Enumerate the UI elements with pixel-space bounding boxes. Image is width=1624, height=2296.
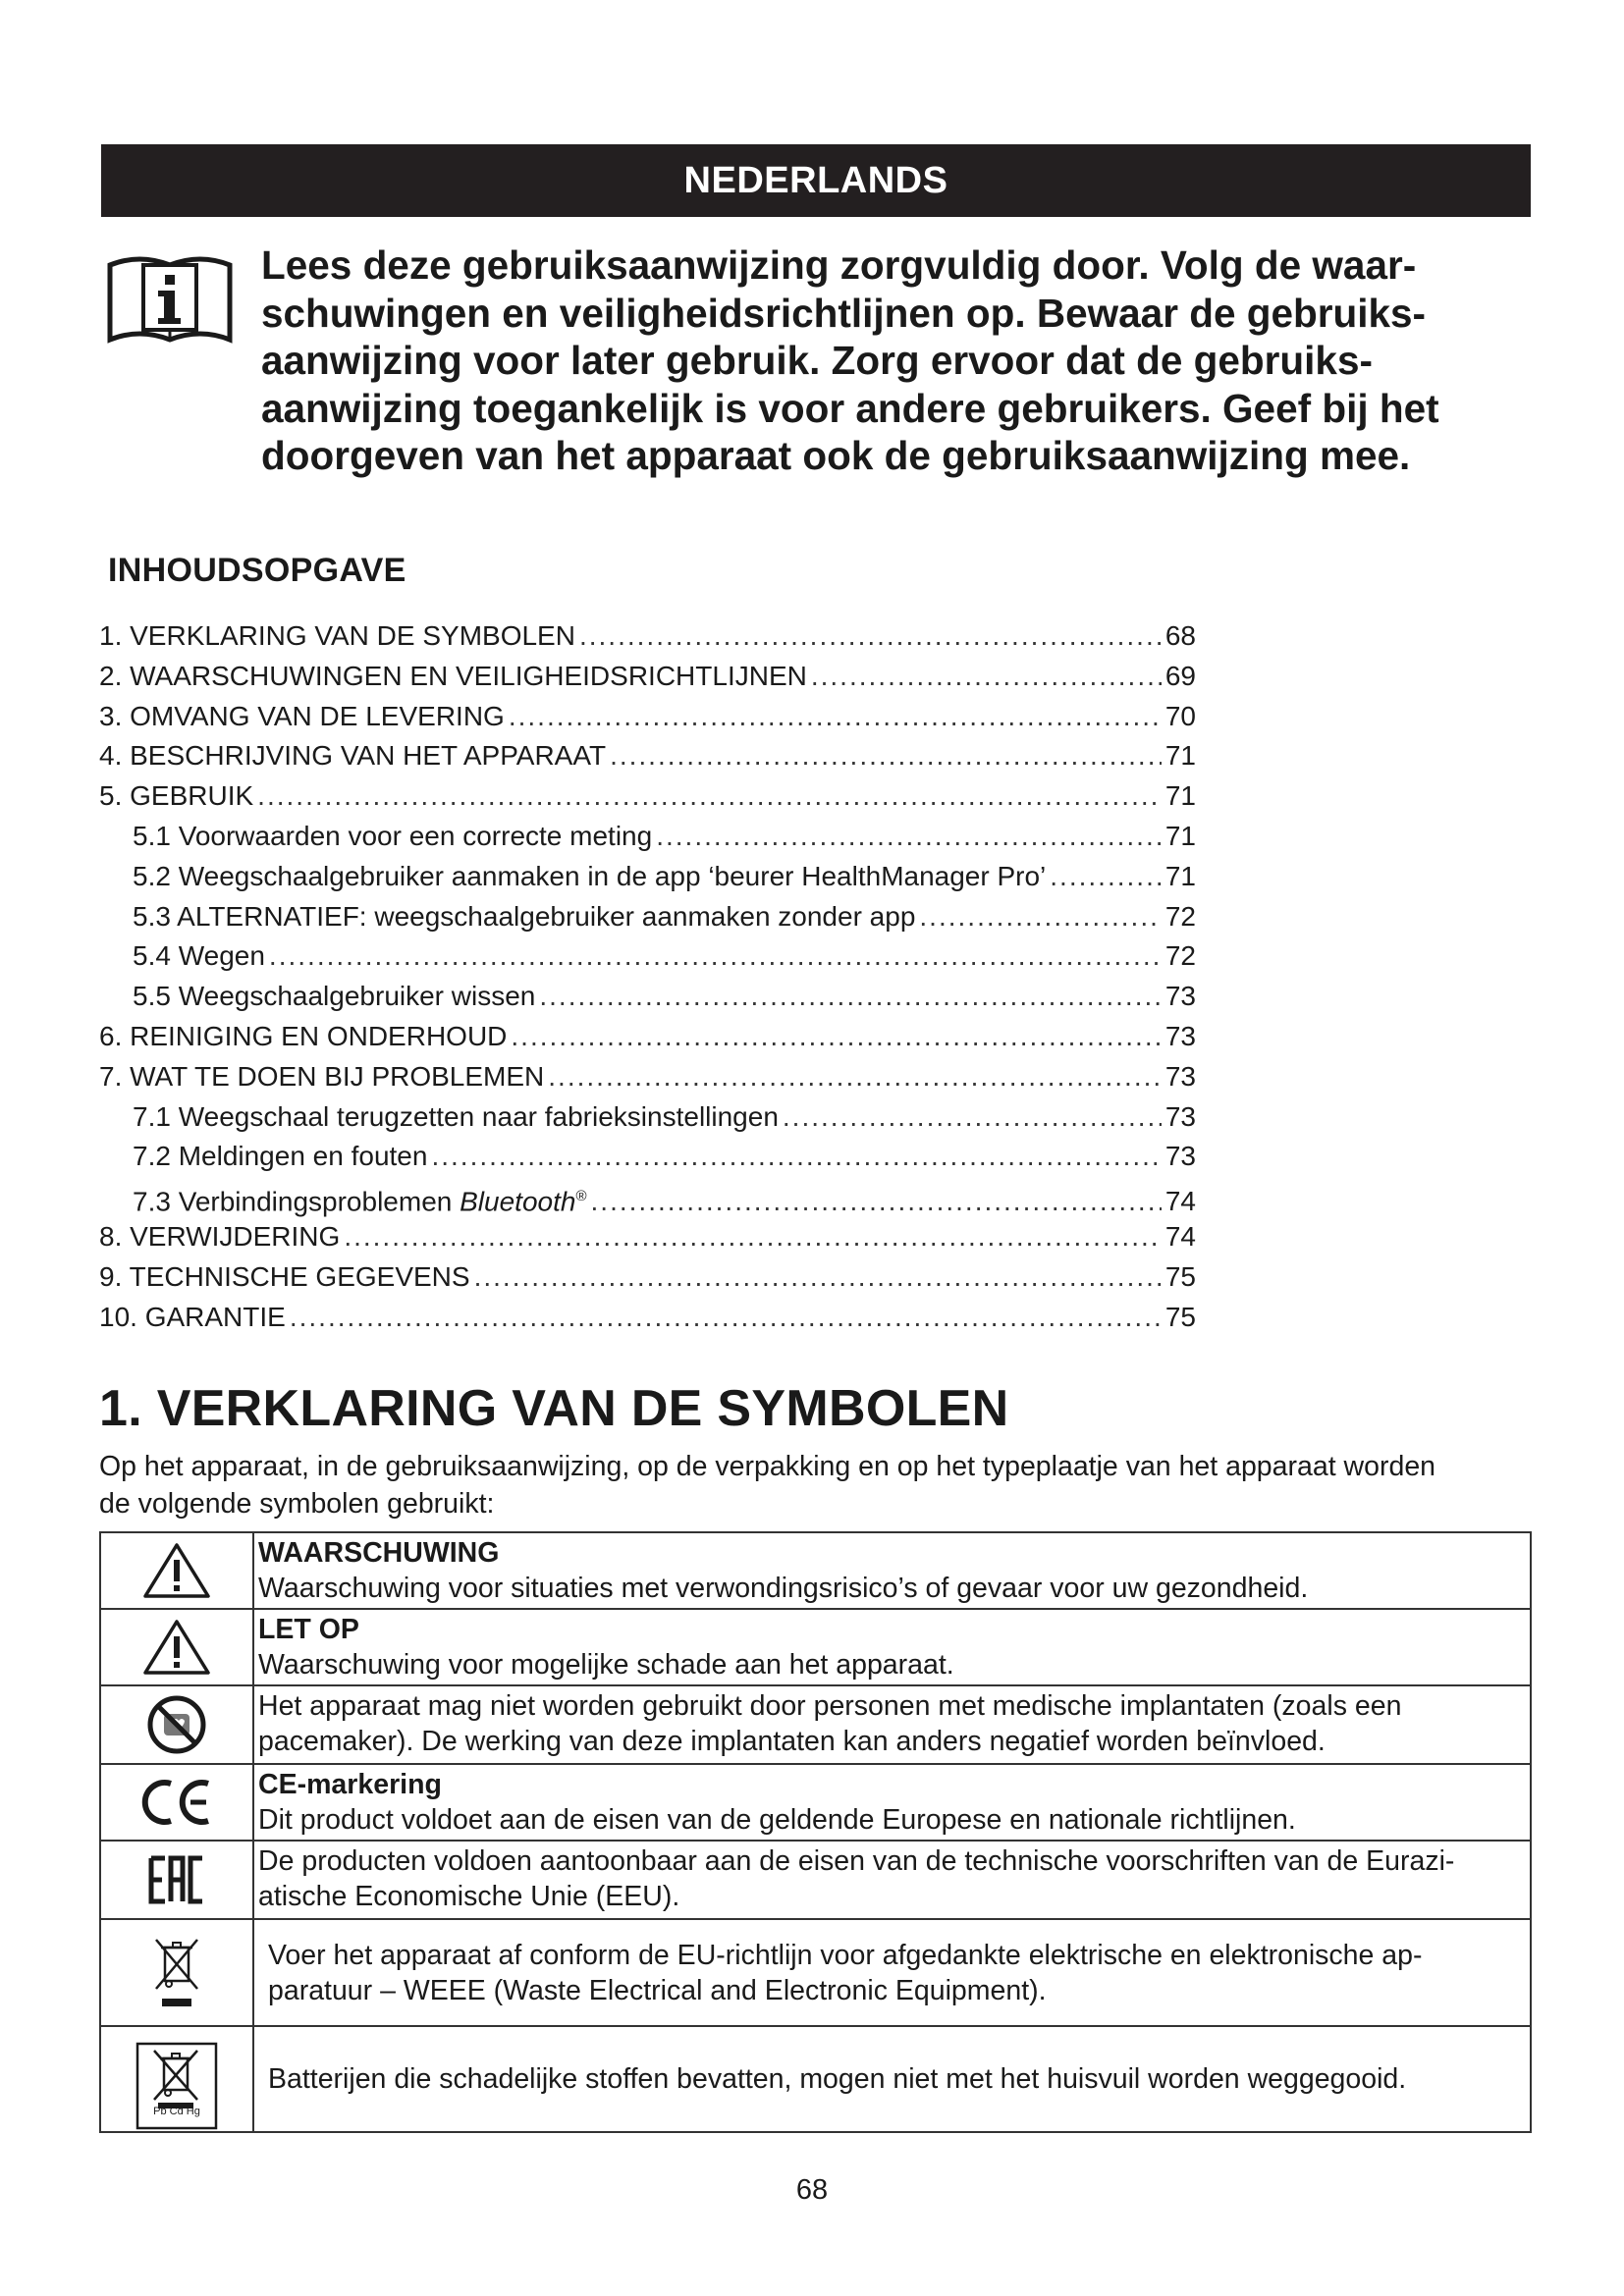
toc-page: 73 xyxy=(1164,1141,1196,1172)
language-header: NEDERLANDS xyxy=(101,144,1531,217)
toc-leader xyxy=(344,1217,1162,1257)
toc-leader xyxy=(474,1257,1162,1298)
toc-subitem[interactable] xyxy=(99,1137,1196,1177)
warning-triangle-icon xyxy=(142,1542,211,1599)
symbol-row xyxy=(100,1685,1531,1764)
symbol-row xyxy=(100,1609,1531,1685)
symbol-description xyxy=(253,1532,1531,1609)
intro-line: aanwijzing voor later gebruik. Zorg ervoor dat de gebruiks- xyxy=(261,338,1373,383)
symbol-text: pacemaker). De werking van deze implantaten kan anders negatief worden beïnvloed. xyxy=(258,1726,1326,1757)
toc-page: 70 xyxy=(1164,700,1196,731)
symbol-icon-cell xyxy=(100,2026,253,2132)
no-pacemaker-icon xyxy=(146,1694,207,1755)
toc-subitem[interactable] xyxy=(99,977,1196,1017)
toc-label: 5.3 ALTERNATIEF: weegschaalgebruiker aanmaken zonder app xyxy=(133,900,916,932)
toc-item[interactable] xyxy=(99,736,1196,776)
intro-line: aanwijzing toegankelijk is voor andere gebruikers. Geef bij het xyxy=(261,385,1439,431)
battery-bin-icon xyxy=(135,2041,219,2131)
symbol-text: Waarschuwing voor situaties met verwondingsrisico’s of gevaar voor uw gezondheid. xyxy=(258,1573,1309,1604)
symbol-text: paratuur – WEEE (Waste Electrical and Electronic Equipment). xyxy=(268,1974,1047,2006)
symbol-text: Batterijen die schadelijke stoffen bevatten, mogen niet met het huisvuil worden weggegooid. xyxy=(268,2063,1407,2095)
toc-item[interactable] xyxy=(99,1257,1196,1298)
toc-subitem[interactable] xyxy=(99,1097,1196,1138)
toc-item[interactable] xyxy=(99,697,1196,737)
toc-subitem[interactable] xyxy=(99,817,1196,857)
battery-chemicals-label: Pb Cd Hg xyxy=(153,2106,200,2117)
toc-page: 74 xyxy=(1164,1220,1196,1252)
toc-item[interactable] xyxy=(99,616,1196,657)
toc-page: 73 xyxy=(1164,1100,1196,1132)
symbol-text: Voer het apparaat af conform de EU-richtlijn voor afgedankte elektrische en elektronische ap- xyxy=(268,1939,1423,1971)
symbol-text: atische Economische Unie (EEU). xyxy=(258,1881,680,1912)
toc-label: 9. TECHNISCHE GEGEVENS xyxy=(99,1260,470,1292)
toc-label: 5.5 Weegschaalgebruiker wissen xyxy=(133,981,536,1012)
symbol-icon-cell xyxy=(100,1685,253,1764)
bluetooth-word: Bluetooth xyxy=(460,1186,576,1217)
toc-leader xyxy=(656,817,1162,857)
symbol-icon-cell xyxy=(100,1532,253,1609)
toc-leader xyxy=(1050,857,1162,897)
toc-page: 73 xyxy=(1164,981,1196,1012)
toc-leader xyxy=(511,1017,1161,1057)
toc-label: 10. GARANTIE xyxy=(99,1301,286,1332)
toc-title: INHOUDSOPGAVE xyxy=(108,552,406,589)
toc-page: 74 xyxy=(1164,1186,1196,1217)
toc-label: 5.1 Voorwaarden voor een correcte meting xyxy=(133,820,653,851)
toc-label: 5.4 Wegen xyxy=(133,940,265,972)
symbol-row xyxy=(100,1532,1531,1609)
toc-subitem[interactable] xyxy=(99,897,1196,937)
toc-leader xyxy=(919,897,1161,937)
toc-leader xyxy=(539,977,1161,1017)
ce-mark-icon xyxy=(137,1778,216,1827)
symbol-description xyxy=(253,1685,1531,1764)
symbol-heading: LET OP xyxy=(258,1614,359,1645)
symbol-description xyxy=(253,1609,1531,1685)
toc-label: 2. WAARSCHUWINGEN EN VEILIGHEIDSRICHTLIJNEN xyxy=(99,660,807,691)
symbol-description xyxy=(253,2026,1531,2132)
toc-page: 71 xyxy=(1164,780,1196,812)
intro-text xyxy=(261,241,1498,480)
section-title: 1. VERKLARING VAN DE SYMBOLEN xyxy=(99,1380,1009,1437)
toc-page: 71 xyxy=(1164,820,1196,851)
toc-page: 68 xyxy=(1164,620,1196,651)
toc-item[interactable] xyxy=(99,1057,1196,1097)
toc-page: 71 xyxy=(1164,860,1196,891)
symbol-heading: WAARSCHUWING xyxy=(258,1537,500,1569)
intro-line: Lees deze gebruiksaanwijzing zorgvuldig door. Volg de waar- xyxy=(261,242,1417,288)
info-manual-icon xyxy=(106,251,234,346)
toc-page: 69 xyxy=(1164,660,1196,691)
toc-label: 4. BESCHRIJVING VAN HET APPARAAT xyxy=(99,740,607,772)
section-intro xyxy=(99,1448,1533,1522)
symbol-icon-cell xyxy=(100,1841,253,1919)
toc-leader xyxy=(509,697,1162,737)
toc-label: 7.1 Weegschaal terugzetten naar fabrieksinstellingen xyxy=(133,1100,779,1132)
toc-label: 8. VERWIJDERING xyxy=(99,1220,341,1252)
toc-leader xyxy=(811,657,1162,697)
toc-label: 5.2 Weegschaalgebruiker aanmaken in de app ‘beurer HealthManager Pro’ xyxy=(133,860,1047,891)
page-number: 68 xyxy=(795,2174,829,2206)
symbol-row xyxy=(100,1841,1531,1919)
table-of-contents xyxy=(99,616,1196,1337)
symbol-icon-cell xyxy=(100,1609,253,1685)
intro-line: schuwingen en veiligheidsrichtlijnen op. Bewaar de gebruiks- xyxy=(261,290,1427,336)
weee-bin-icon xyxy=(152,1936,201,2010)
toc-label-text: 7.3 Verbindingsproblemen xyxy=(133,1186,460,1217)
symbol-icon-cell xyxy=(100,1919,253,2026)
toc-page: 75 xyxy=(1164,1260,1196,1292)
symbol-icon-cell xyxy=(100,1764,253,1841)
symbol-text: Dit product voldoet aan de eisen van de geldende Europese en nationale richtlijnen. xyxy=(258,1804,1296,1836)
symbol-row xyxy=(100,1919,1531,2026)
toc-item[interactable] xyxy=(99,1017,1196,1057)
toc-label: 7.2 Meldingen en fouten xyxy=(133,1141,428,1172)
toc-subitem[interactable] xyxy=(99,936,1196,977)
toc-page: 75 xyxy=(1164,1301,1196,1332)
symbol-description xyxy=(253,1764,1531,1841)
toc-item[interactable] xyxy=(99,1298,1196,1338)
toc-page: 73 xyxy=(1164,1060,1196,1092)
toc-page: 71 xyxy=(1164,740,1196,772)
symbol-row xyxy=(100,2026,1531,2132)
toc-leader xyxy=(257,776,1162,817)
toc-leader xyxy=(783,1097,1162,1138)
intro-line: doorgeven van het apparaat ook de gebruiksaanwijzing mee. xyxy=(261,433,1411,478)
toc-label: 5. GEBRUIK xyxy=(99,780,254,812)
toc-page: 73 xyxy=(1164,1020,1196,1051)
toc-leader xyxy=(290,1298,1162,1338)
toc-leader xyxy=(548,1057,1162,1097)
toc-label: 7. WAT TE DOEN BIJ PROBLEMEN xyxy=(99,1060,545,1092)
symbol-description xyxy=(253,1919,1531,2026)
toc-subitem[interactable] xyxy=(99,857,1196,897)
symbol-text: Het apparaat mag niet worden gebruikt door personen met medische implantaten (zoals een xyxy=(258,1690,1402,1722)
toc-label: 6. REINIGING EN ONDERHOUD xyxy=(99,1020,508,1051)
symbol-row xyxy=(100,1764,1531,1841)
eac-mark-icon xyxy=(147,1854,206,1905)
toc-label: 1. VERKLARING VAN DE SYMBOLEN xyxy=(99,620,575,651)
toc-item[interactable] xyxy=(99,776,1196,817)
symbol-text: De producten voldoen aantoonbaar aan de eisen van de technische voorschriften van de Eurazi- xyxy=(258,1845,1455,1877)
toc-leader xyxy=(431,1137,1161,1177)
toc-item[interactable] xyxy=(99,1217,1196,1257)
caution-triangle-icon xyxy=(142,1619,211,1676)
toc-page: 72 xyxy=(1164,940,1196,972)
registered-mark: ® xyxy=(575,1188,587,1205)
section-intro-line: de volgende symbolen gebruikt: xyxy=(99,1488,495,1520)
toc-leader xyxy=(579,616,1162,657)
toc-page: 72 xyxy=(1164,900,1196,932)
symbols-table xyxy=(99,1531,1532,2133)
symbol-text: Waarschuwing voor mogelijke schade aan het apparaat. xyxy=(258,1649,954,1681)
symbol-description xyxy=(253,1841,1531,1919)
toc-subitem[interactable] xyxy=(99,1177,1196,1217)
toc-leader xyxy=(269,936,1162,977)
symbol-heading: CE-markering xyxy=(258,1769,442,1800)
toc-label xyxy=(133,1177,587,1222)
section-intro-line: Op het apparaat, in de gebruiksaanwijzing, op de verpakking en op het typeplaatje van het apparaat worden xyxy=(99,1451,1436,1482)
toc-item[interactable] xyxy=(99,657,1196,697)
toc-label: 3. OMVANG VAN DE LEVERING xyxy=(99,700,505,731)
toc-leader xyxy=(610,736,1162,776)
